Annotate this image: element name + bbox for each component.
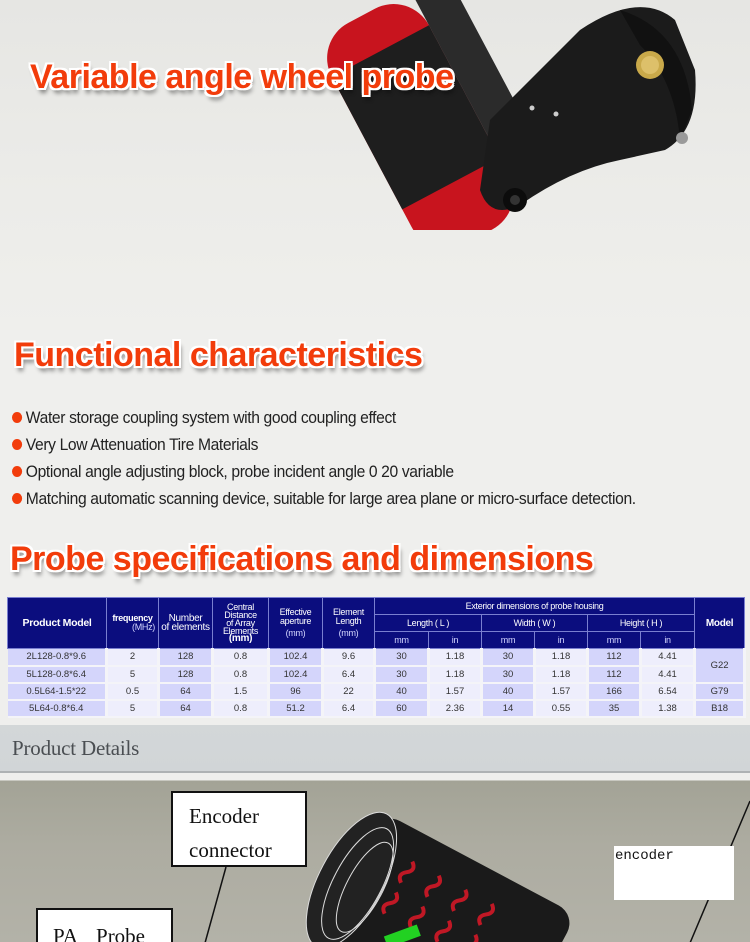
col-length: Length ( L ) <box>375 615 482 632</box>
col-product-model: Product Model <box>8 598 107 649</box>
col-exterior-dimensions: Exterior dimensions of probe housing <box>375 598 695 615</box>
col-length-in: in <box>429 632 482 649</box>
feature-list <box>12 404 742 512</box>
col-effective-aperture: Effective aperture (mm) <box>269 598 323 649</box>
wheel-probe-image <box>320 0 720 230</box>
col-model: Model <box>695 598 745 649</box>
col-height-in: in <box>641 632 695 649</box>
col-frequency: frequency (MHz) <box>107 598 159 649</box>
table-row: 5L64-0.8*6.4 5 64 0.8 51.2 6.4 60 2.36 14 0.55 35 1.38 B18 <box>8 700 745 717</box>
housing-model: G22 <box>695 649 745 683</box>
specs-title: Probe specifications and dimensions <box>10 540 594 578</box>
spec-table <box>7 597 746 718</box>
callout-encoder-connector: Encoder connector <box>171 791 307 867</box>
col-width: Width ( W ) <box>482 615 588 632</box>
feature-item: Very Low Attenuation Tire Materials <box>12 431 684 458</box>
col-num-elements: Number of elements <box>159 598 213 649</box>
bullet-icon <box>12 412 22 423</box>
housing-model: B18 <box>695 700 745 717</box>
table-row: 0.5L64-1.5*22 0.5 64 1.5 96 22 40 1.57 40 1.57 166 6.54 G79 <box>8 683 745 700</box>
col-height-mm: mm <box>588 632 641 649</box>
bullet-icon <box>12 439 22 450</box>
col-element-length: Element Length (mm) <box>323 598 375 649</box>
callout-pa-probe: PA Probe <box>36 908 173 942</box>
hero-banner <box>0 0 750 330</box>
bullet-icon <box>12 493 22 504</box>
product-details-header <box>0 725 750 773</box>
housing-model: G79 <box>695 683 745 700</box>
bullet-icon <box>12 466 22 477</box>
hero-title: Variable angle wheel probe <box>30 58 454 96</box>
callout-encoder: encoder <box>614 846 734 900</box>
col-height: Height ( H ) <box>588 615 695 632</box>
table-row: 5L128-0.8*6.4 5 128 0.8 102.4 6.4 30 1.18 30 1.18 112 4.41 <box>8 666 745 683</box>
col-width-in: in <box>535 632 588 649</box>
feature-item: Matching automatic scanning device, suitable for large area plane or micro-surface detection. <box>12 485 684 512</box>
product-diagram <box>0 780 750 942</box>
feature-item: Optional angle adjusting block, probe incident angle 0 20 variable <box>12 458 684 485</box>
table-row: 2L128-0.8*9.6 2 128 0.8 102.4 9.6 30 1.18 30 1.18 112 4.41 G22 <box>8 649 745 666</box>
col-width-mm: mm <box>482 632 535 649</box>
functional-title: Functional characteristics <box>14 336 423 374</box>
col-central-distance: Central Distance of Array Elements (mm) <box>213 598 269 649</box>
product-details-title: Product Details <box>12 736 140 760</box>
col-length-mm: mm <box>375 632 429 649</box>
feature-item: Water storage coupling system with good coupling effect <box>12 404 684 431</box>
spec-table-container <box>7 597 744 718</box>
